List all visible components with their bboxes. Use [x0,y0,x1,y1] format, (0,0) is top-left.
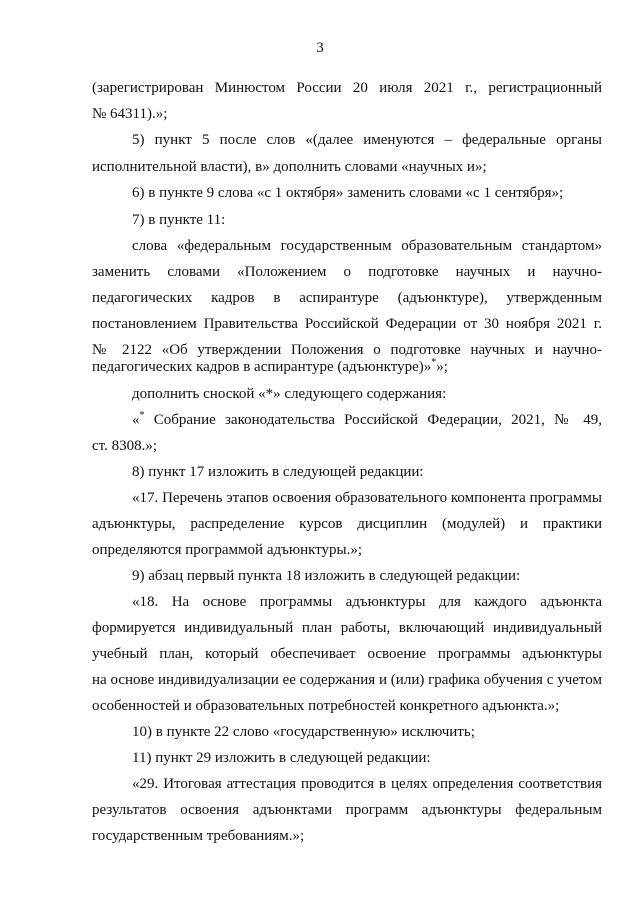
text-line: заменить словами «Положением о подготовке научных и научно- [92,264,602,280]
text-line: 5) пункт 5 после слов «(далее именуются – федеральные органы [132,132,602,148]
page-number: 3 [316,40,324,56]
text-line: особенностей и образовательных потребностей конкретного адъюнкта.»; [92,698,560,714]
text-line: 9) абзац первый пункта 18 изложить в следующей редакции: [132,568,521,584]
text-fragment: « [132,412,140,428]
text-line: «17. Перечень этапов освоения образовательного компонента программы [132,490,602,506]
text-fragment: »; [436,359,448,375]
text-line: слова «федеральным государственным образовательным стандартом» [132,238,602,254]
text-line: «29. Итоговая аттестация проводится в целях определения соответствия [132,776,602,792]
text-line [92,357,448,377]
text-line: формируется индивидуальный план работы, включающий индивидуальный [92,620,602,636]
footnote-marker: * [139,410,145,421]
text-line: (зарегистрирован Минюстом России 20 июля 2021 г., регистрационный [92,80,602,96]
text-line: дополнить сноской «*» следующего содержания: [132,386,447,402]
text-line: учебный план, который обеспечивает освоение программы адъюнктуры [92,646,602,662]
text-line: № 64311).»; [92,106,168,122]
text-line: исполнительной власти), в» дополнить словами «научных и»; [92,159,487,175]
text-line: 8) пункт 17 изложить в следующей редакции: [132,464,424,480]
text-line [132,410,602,430]
text-line: государственным требованиям.»; [92,828,305,844]
text-line: постановлением Правительства Российской Федерации от 30 ноября 2021 г. [92,316,602,332]
footnote-marker: * [431,357,437,368]
text-line: результатов освоения адъюнктами программ адъюнктуры федеральным [92,802,602,818]
text-line: на основе индивидуализации ее содержания и (или) графика обучения с учетом [92,672,602,688]
text-fragment: педагогических кадров в аспирантуре (адъюнктуре)» [92,359,432,375]
text-line: 11) пункт 29 изложить в следующей редакции: [132,750,431,766]
text-line: «18. На основе программы адъюнктуры для каждого адъюнкта [132,594,602,610]
text-line: адъюнктуры, распределение курсов дисциплин (модулей) и практики [92,516,602,532]
text-line: определяются программой адъюнктуры.»; [92,542,363,558]
text-line: 7) в пункте 11: [132,212,226,228]
text-line: педагогических кадров в аспирантуре (адъюнктуре), утвержденным [92,290,602,306]
text-fragment: Собрание законодательства Российской Федерации, 2021, № 49, [144,412,602,428]
text-line: 6) в пункте 9 слова «с 1 октября» заменить словами «с 1 сентября»; [132,185,564,201]
text-line: № 2122 «Об утверждении Положения о подготовке научных и научно- [92,342,602,358]
text-line: ст. 8308.»; [92,438,158,454]
text-line: 10) в пункте 22 слово «государственную» исключить; [132,724,475,740]
